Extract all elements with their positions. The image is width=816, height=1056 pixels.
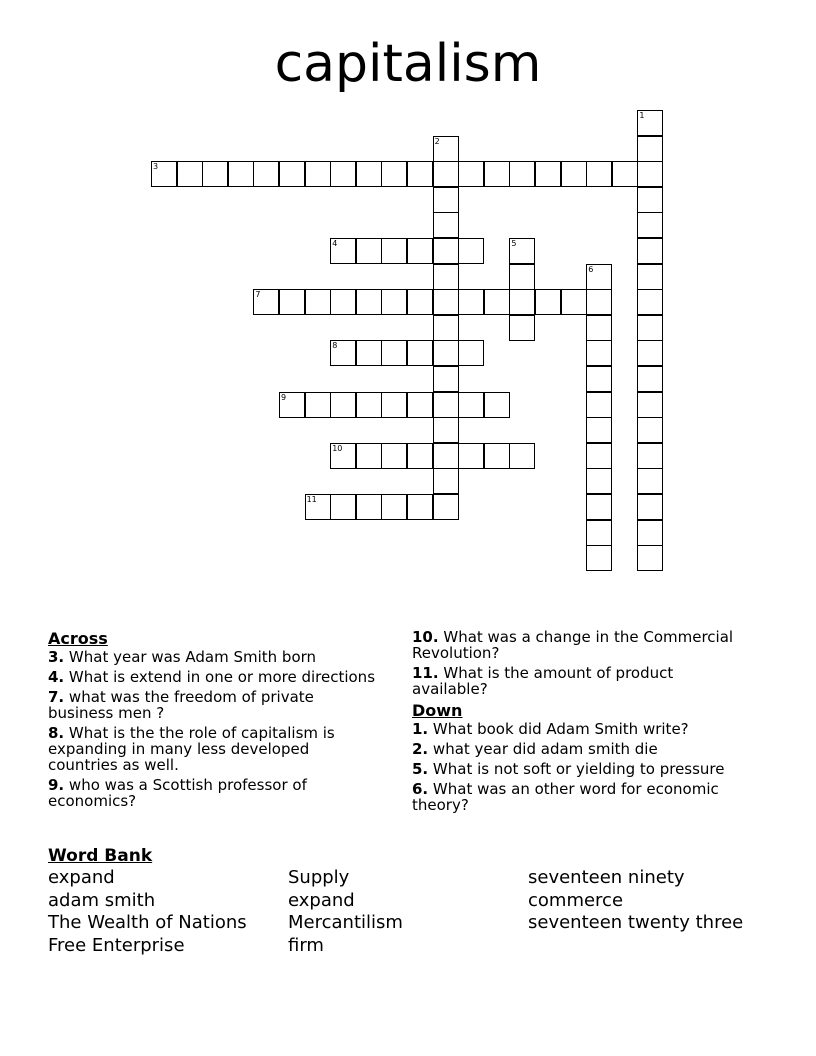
grid-cell[interactable] — [330, 494, 356, 520]
word-bank-column-2 — [288, 867, 403, 957]
grid-cell[interactable] — [330, 161, 356, 187]
down-heading: Down — [412, 701, 463, 720]
clue-down-1: 1. What book did Adam Smith write? — [412, 720, 689, 738]
cell-number: 10 — [332, 443, 343, 453]
grid-cell[interactable] — [279, 161, 305, 187]
grid-cell[interactable] — [433, 238, 459, 264]
grid-cell[interactable] — [637, 110, 663, 136]
grid-cell[interactable] — [177, 161, 203, 187]
grid-cell[interactable] — [305, 289, 331, 315]
grid-cell[interactable] — [509, 161, 535, 187]
grid-cell[interactable] — [458, 238, 484, 264]
clue-across-8: 8. What is the the role of capitalism is expanding in many less developed countries as well. — [48, 724, 335, 774]
word-bank-item: Free Enterprise — [48, 934, 185, 956]
grid-cell[interactable] — [637, 315, 663, 341]
clue-across-4: 4. What is extend in one or more directions — [48, 668, 376, 686]
grid-cell[interactable] — [433, 494, 459, 520]
grid-cell[interactable] — [637, 161, 663, 187]
cell-number: 4 — [332, 239, 338, 248]
grid-cell[interactable] — [458, 392, 484, 418]
cell-number: 5 — [511, 239, 517, 248]
grid-cell[interactable] — [484, 443, 510, 469]
word-bank-item: The Wealth of Nations — [48, 912, 247, 933]
grid-cell[interactable] — [433, 187, 459, 213]
grid-cell[interactable] — [381, 161, 407, 187]
cell-number: 7 — [255, 290, 261, 300]
cell-number: 3 — [153, 162, 159, 172]
grid-cell[interactable] — [484, 289, 510, 315]
grid-cell[interactable] — [433, 366, 459, 392]
clue-across-3: 3. What year was Adam Smith born — [48, 648, 317, 666]
grid-cell[interactable] — [356, 392, 382, 418]
grid-cell[interactable] — [637, 340, 663, 366]
grid-cell[interactable] — [330, 238, 356, 264]
grid-cell[interactable] — [356, 289, 382, 315]
word-bank-item: Mercantilism — [288, 912, 403, 933]
grid-cell[interactable] — [407, 494, 433, 520]
grid-cell[interactable] — [330, 340, 356, 366]
grid-cell[interactable] — [433, 443, 459, 469]
grid-cell[interactable] — [458, 340, 484, 366]
grid-cell[interactable] — [637, 494, 663, 520]
grid-cell[interactable] — [509, 238, 535, 264]
grid-cell[interactable] — [586, 340, 612, 366]
grid-cell[interactable] — [305, 494, 331, 520]
grid-cell[interactable] — [151, 161, 177, 187]
grid-cell[interactable] — [407, 340, 433, 366]
clues-column-left — [48, 629, 378, 813]
cell-number: 2 — [434, 136, 440, 146]
grid-cell[interactable] — [305, 161, 331, 187]
grid-cell[interactable] — [637, 417, 663, 443]
grid-cell[interactable] — [407, 161, 433, 187]
cell-number: 9 — [281, 392, 287, 402]
grid-cell[interactable] — [586, 289, 612, 315]
grid-cell[interactable] — [637, 136, 663, 162]
word-bank-item: seventeen ninety — [528, 867, 685, 888]
grid-cell[interactable] — [381, 443, 407, 469]
grid-cell[interactable] — [637, 468, 663, 494]
grid-cell[interactable] — [637, 520, 663, 546]
grid-cell[interactable] — [407, 443, 433, 469]
grid-cell[interactable] — [612, 161, 638, 187]
grid-cell[interactable] — [356, 494, 382, 520]
grid-cell[interactable] — [484, 161, 510, 187]
grid-cell[interactable] — [433, 289, 459, 315]
word-bank-item: commerce — [528, 889, 624, 911]
grid-cell[interactable] — [509, 315, 535, 341]
grid-cell[interactable] — [433, 212, 459, 238]
grid-cell[interactable] — [381, 340, 407, 366]
clue-down-5: 5. What is not soft or yielding to pressure — [412, 760, 725, 778]
word-bank-item: Supply — [288, 867, 350, 888]
grid-cell[interactable] — [407, 289, 433, 315]
grid-cell[interactable] — [586, 264, 612, 290]
cell-number: 6 — [588, 264, 594, 274]
grid-cell[interactable] — [586, 315, 612, 341]
grid-cell[interactable] — [535, 161, 561, 187]
grid-cell[interactable] — [637, 212, 663, 238]
grid-cell[interactable] — [330, 443, 356, 469]
grid-cell[interactable] — [356, 443, 382, 469]
cell-number: 8 — [332, 341, 338, 351]
grid-cell[interactable] — [586, 468, 612, 494]
grid-cell[interactable] — [381, 392, 407, 418]
grid-cell[interactable] — [279, 392, 305, 418]
grid-cell[interactable] — [433, 264, 459, 290]
word-bank-item: expand — [288, 889, 355, 911]
grid-cell[interactable] — [253, 289, 279, 315]
grid-cell[interactable] — [381, 238, 407, 264]
grid-cell[interactable] — [535, 289, 561, 315]
grid-cell[interactable] — [279, 289, 305, 315]
grid-cell[interactable] — [586, 443, 612, 469]
clue-across-7: 7. what was the freedom of private business men ? — [48, 688, 314, 722]
grid-cell[interactable] — [586, 545, 612, 571]
grid-cell[interactable] — [458, 289, 484, 315]
word-bank-item: seventeen twenty three — [528, 912, 744, 933]
grid-cell[interactable] — [433, 340, 459, 366]
grid-cell[interactable] — [356, 161, 382, 187]
grid-cell[interactable] — [381, 494, 407, 520]
grid-cell[interactable] — [637, 366, 663, 392]
word-bank-column-3 — [528, 867, 743, 935]
grid-cell[interactable] — [356, 238, 382, 264]
grid-cell[interactable] — [637, 289, 663, 315]
grid-cell[interactable] — [509, 289, 535, 315]
grid-cell[interactable] — [433, 468, 459, 494]
word-bank-title: Word Bank — [48, 846, 153, 866]
grid-cell[interactable] — [458, 161, 484, 187]
across-heading: Across — [48, 629, 108, 648]
cell-number: 11 — [306, 495, 317, 504]
grid-cell[interactable] — [637, 187, 663, 213]
grid-cell[interactable] — [586, 366, 612, 392]
grid-cell[interactable] — [637, 392, 663, 418]
grid-cell[interactable] — [509, 264, 535, 290]
grid-cell[interactable] — [433, 161, 459, 187]
word-bank-item: adam smith — [48, 889, 156, 911]
grid-cell[interactable] — [637, 545, 663, 571]
grid-cell[interactable] — [330, 289, 356, 315]
page-title: capitalism — [274, 34, 542, 94]
grid-cell[interactable] — [458, 443, 484, 469]
grid-cell[interactable] — [253, 161, 279, 187]
word-bank-item: firm — [288, 934, 324, 956]
grid-cell[interactable] — [433, 136, 459, 162]
grid-cell[interactable] — [228, 161, 254, 187]
grid-cell[interactable] — [484, 392, 510, 418]
grid-cell[interactable] — [305, 392, 331, 418]
grid-cell[interactable] — [356, 340, 382, 366]
grid-cell[interactable] — [407, 238, 433, 264]
grid-cell[interactable] — [433, 315, 459, 341]
grid-cell[interactable] — [637, 443, 663, 469]
grid-cell[interactable] — [407, 392, 433, 418]
grid-cell[interactable] — [586, 392, 612, 418]
word-bank-item: expand — [48, 867, 115, 888]
grid-cell[interactable] — [202, 161, 228, 187]
grid-cell[interactable] — [637, 264, 663, 290]
clues-column-right — [412, 629, 752, 817]
grid-cell[interactable] — [561, 161, 587, 187]
grid-cell[interactable] — [637, 238, 663, 264]
cell-number: 1 — [639, 111, 645, 120]
clue-across-9: 9. who was a Scottish professor of economics? — [48, 776, 307, 810]
grid-cell[interactable] — [381, 289, 407, 315]
grid-cell[interactable] — [586, 161, 612, 187]
grid-cell[interactable] — [561, 289, 587, 315]
grid-cell[interactable] — [433, 392, 459, 418]
grid-cell[interactable] — [509, 443, 535, 469]
word-bank-column-1 — [48, 867, 247, 957]
grid-cell[interactable] — [586, 417, 612, 443]
clue-down-2: 2. what year did adam smith die — [412, 740, 658, 758]
clue-across-10: 10. What was a change in the Commercial Revolution? — [412, 628, 734, 662]
grid-cell[interactable] — [586, 494, 612, 520]
grid-cell[interactable] — [330, 392, 356, 418]
clue-down-6: 6. What was an other word for economic theory? — [412, 780, 719, 814]
grid-cell[interactable] — [433, 417, 459, 443]
clue-across-11: 11. What is the amount of product available? — [412, 664, 674, 698]
grid-cell[interactable] — [586, 520, 612, 546]
